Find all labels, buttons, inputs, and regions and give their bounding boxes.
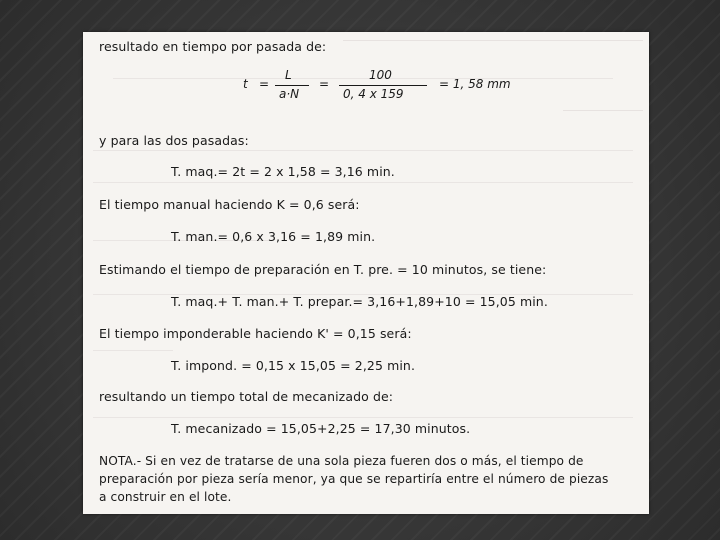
text-line: y para las dos pasadas: [99, 133, 249, 148]
formula-denominator: a·N [279, 87, 300, 101]
formula-equals: = [259, 77, 270, 91]
text-line: El tiempo imponderable haciendo K' = 0,15 será: [99, 326, 412, 341]
equation-line: T. impond. = 0,15 x 15,05 = 2,25 min. [171, 358, 416, 373]
document-text [83, 32, 649, 514]
note-line: preparación por pieza sería menor, ya que se repartiría entre el número de piezas [99, 472, 609, 486]
text-line: resultado en tiempo por pasada de: [99, 39, 327, 54]
note-line: NOTA.- Si en vez de tratarse de una sola pieza fueren dos o más, el tiempo de [99, 454, 584, 468]
fraction-bar [339, 85, 427, 86]
formula-denominator: 0, 4 x 159 [343, 87, 404, 101]
fraction-bar [275, 85, 309, 86]
equation-line: T. maq.= 2t = 2 x 1,58 = 3,16 min. [171, 164, 395, 179]
text-line: El tiempo manual haciendo K = 0,6 será: [99, 197, 360, 212]
equation-line: T. maq.+ T. man.+ T. prepar.= 3,16+1,89+10 = 15,05 min. [171, 294, 548, 309]
formula-equals: = [319, 77, 330, 91]
scanned-page [83, 32, 649, 514]
equation-line: T. mecanizado = 15,05+2,25 = 17,30 minutos. [171, 421, 471, 436]
formula [243, 68, 623, 104]
formula-numerator: 100 [369, 68, 392, 82]
equation-line: T. man.= 0,6 x 3,16 = 1,89 min. [171, 229, 376, 244]
formula-numerator: L [285, 68, 292, 82]
text-line: Estimando el tiempo de preparación en T. pre. = 10 minutos, se tiene: [99, 262, 547, 277]
text-line: resultando un tiempo total de mecanizado de: [99, 389, 394, 404]
formula-lhs: t [243, 77, 248, 91]
note-line: a construir en el lote. [99, 490, 232, 504]
formula-result: = 1, 58 mm [439, 77, 511, 91]
